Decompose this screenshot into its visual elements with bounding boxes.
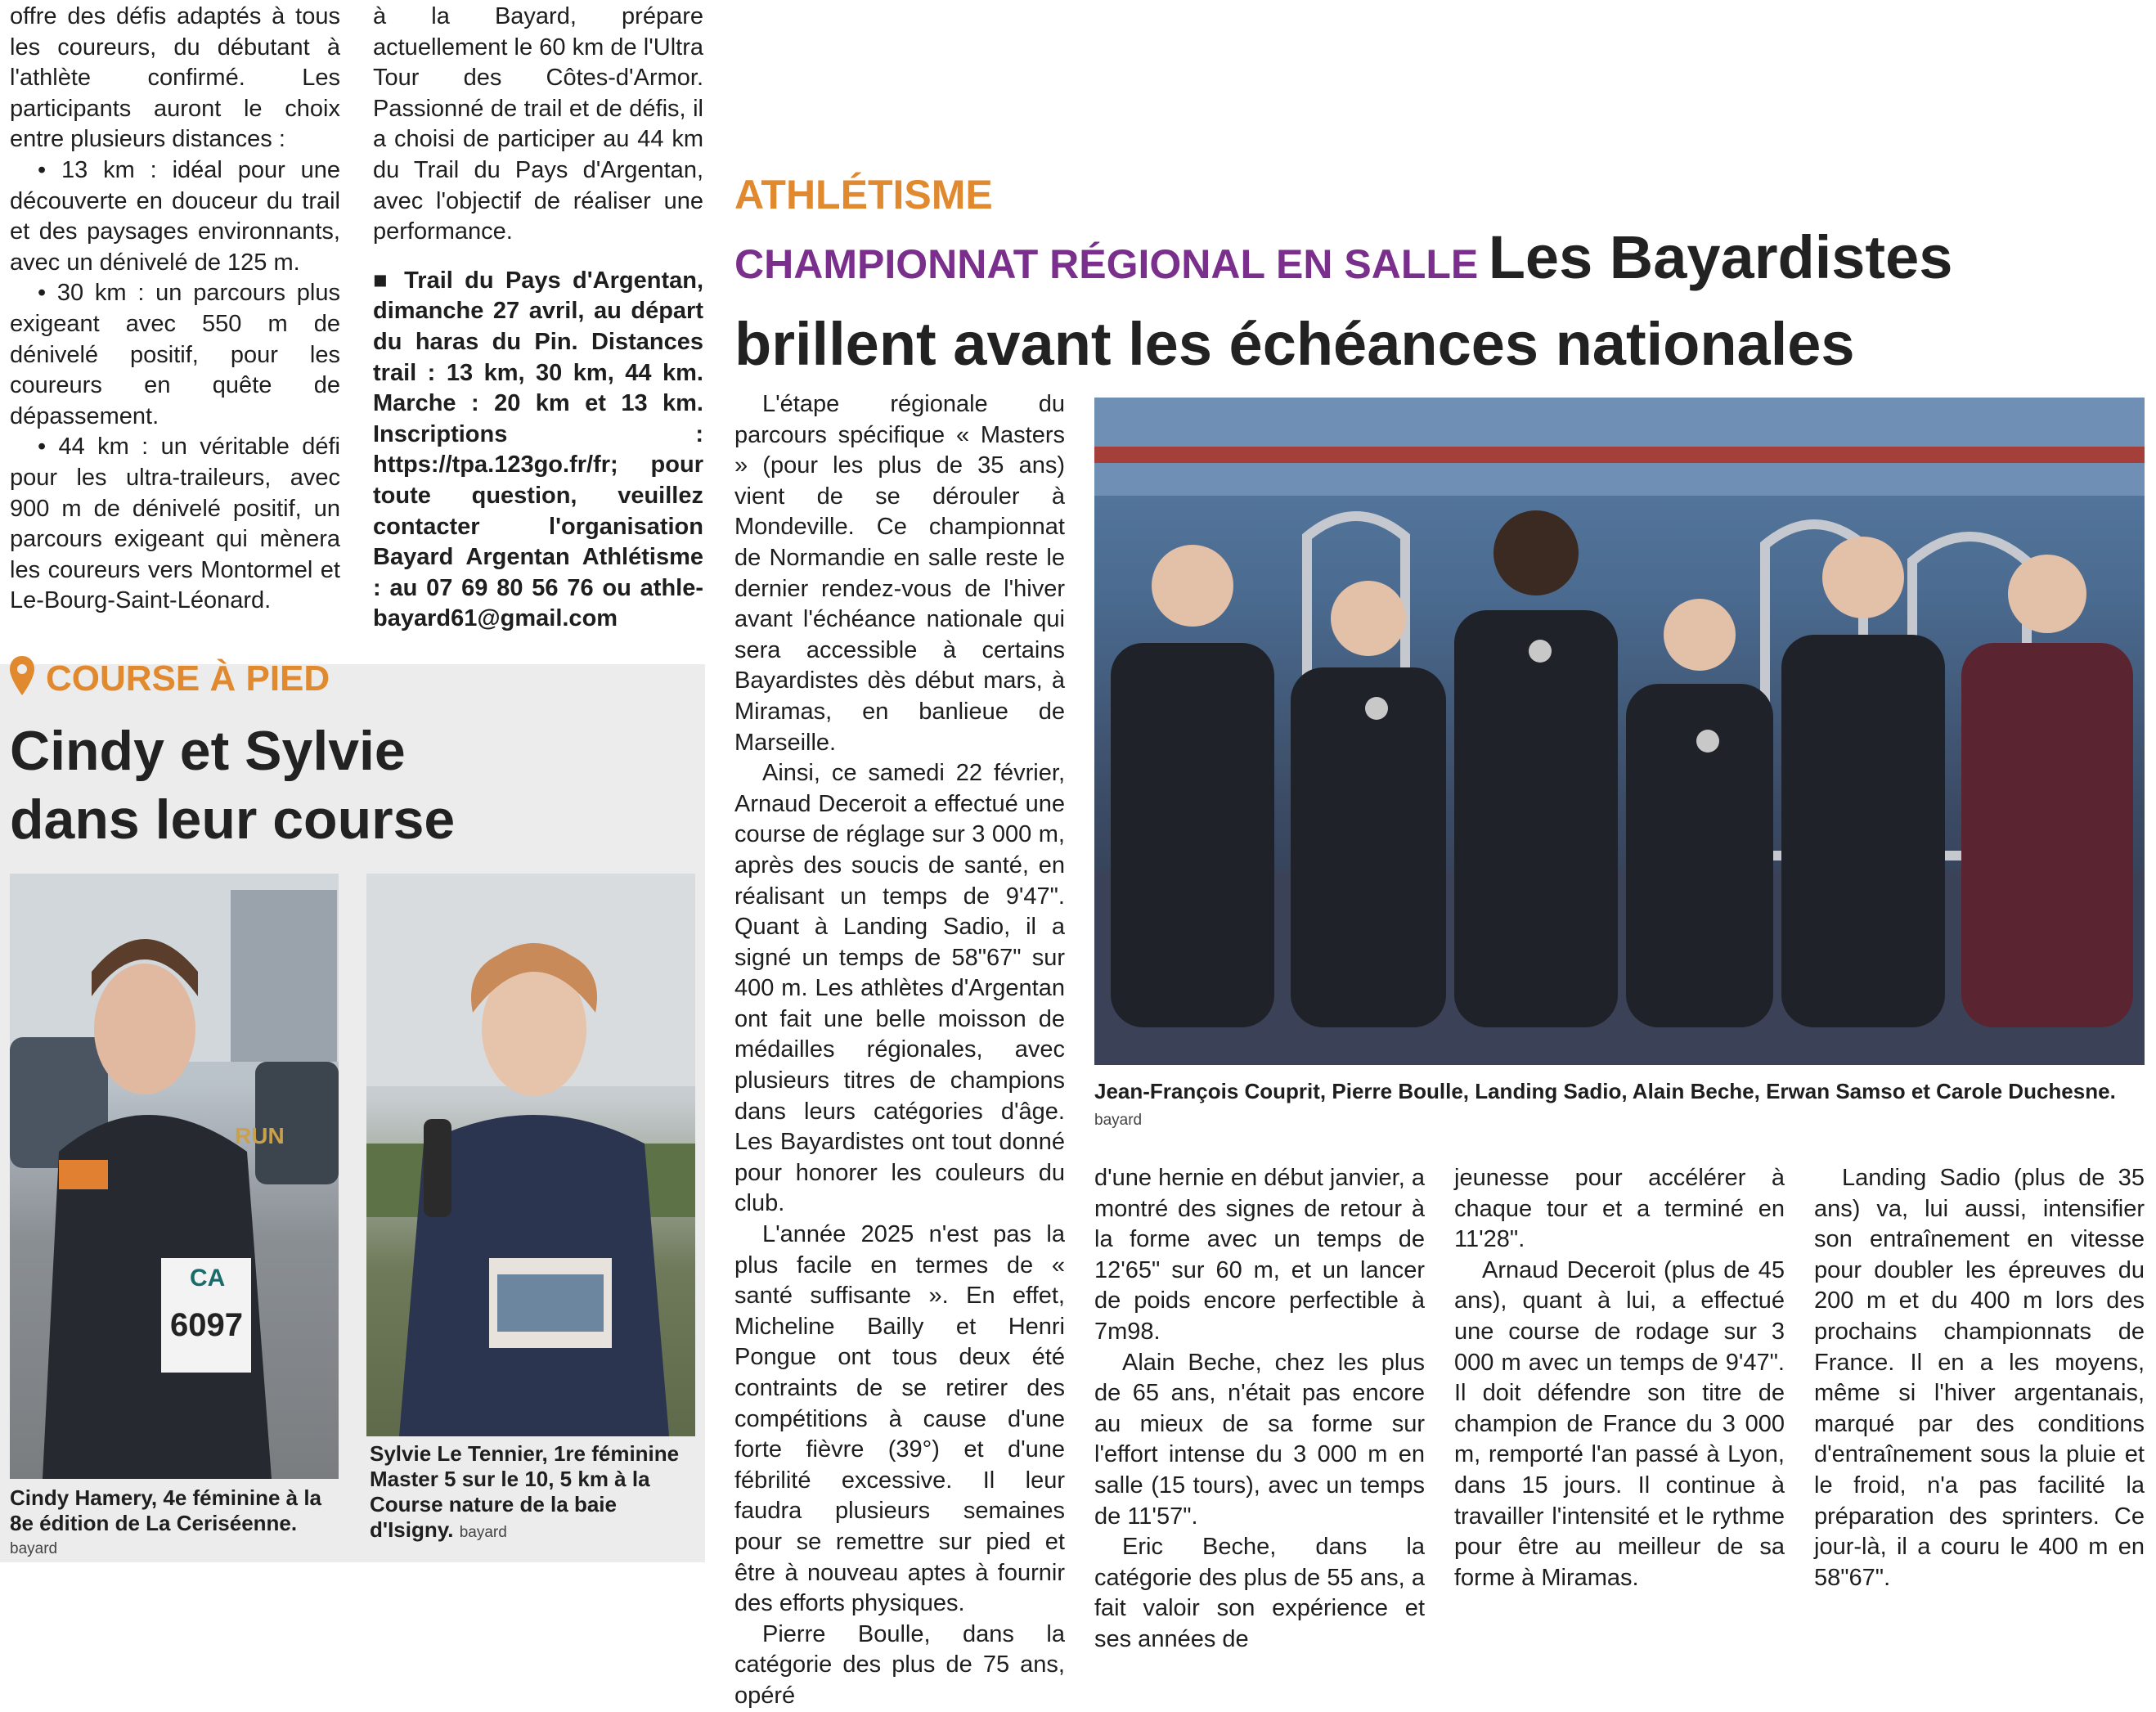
article-col4-p1: Landing Sadio (plus de 35 ans) va, lui aussi, intensifier son entraînement en vitesse pour doubler les épreuves du 200 m et du 400 m lors des prochains championnats de France. Il en a les moyens, même si l'hiver argentanais, marqué par des conditions d'entraînement sous la pluie et le froid, n'a pas facilité la préparation des sprinters. Ce jour-là, il a couru le 400 m en 58"67".: [1814, 1165, 2145, 1591]
article-column-3: [1454, 1163, 1785, 1593]
left-bullet-13km: • 13 km : idéal pour une découverte en douceur du trail et des paysages environnants, avec un dénivelé de 125 m.: [10, 156, 340, 276]
bib-sponsor: CA: [190, 1265, 226, 1292]
cindy-photo: [10, 874, 339, 1479]
article-col3-p1: jeunesse pour accélérer à chaque tour et a terminé en 11'28".: [1454, 1165, 1785, 1253]
left-bullet-44km: • 44 km : un véritable défi pour les ultra-traileurs, avec 900 m de dénivelé positif, un parcours exigeant qui mènera les coureurs vers Montormel et Le-Bourg-Saint-Léonard.: [10, 434, 340, 614]
sylvie-photo-scene: [366, 874, 695, 1436]
article-col3-p2: Arnaud Deceroit (plus de 45 ans), quant à lui, a effectué une course de rodage sur 3 000 m avec un temps de 9'47". Il doit défendre son titre de champion de France du 3 000 m, remporté l'an passé à Lyon, dans 15 jours. Il continue à travailler l'intensité et le rythme pour être au meilleur de sa forme à Miramas.: [1454, 1256, 1785, 1591]
article-column-2: [1094, 1163, 1425, 1656]
headline-line2: brillent avant les échéances nationales: [734, 310, 1855, 378]
section-athletisme: ATHLÉTISME: [734, 172, 993, 218]
headline-line1: Les Bayardistes: [1488, 223, 1953, 291]
course-title-line1: Cindy et Sylvie: [10, 720, 406, 782]
course-kicker: COURSE À PIED: [46, 658, 330, 699]
article-col2-p1: d'une hernie en début janvier, a montré des signes de retour à la forme avec un temps de 12'65" sur 60 m, et un lancer de poids encore perfectible à 7m98.: [1094, 1165, 1425, 1345]
article-col1-p3: L'année 2025 n'est pas la plus facile en termes de « santé suffisante ». En effet, Micheline Bailly et Henri Pongue ont tous deux été contraints de se retirer des compétitions à cause d'une forte fièvre (39°) et d'une fébrilité excessive. Il leur faudra plusieurs semaines pour se remettre sur pied et être à nouveau aptes à fournir des efforts physiques.: [734, 1221, 1065, 1617]
course-title-line2: dans leur course: [10, 789, 456, 851]
team-photo-credit: bayard: [1094, 1112, 1143, 1129]
cindy-photo-credit: bayard: [10, 1540, 58, 1557]
cindy-caption: [10, 1485, 345, 1561]
sylvie-photo-credit: bayard: [459, 1524, 507, 1541]
team-photo-caption: [1094, 1078, 2145, 1134]
left-paragraph-1: offre des défis adaptés à tous les coureurs, du débutant à l'athlète confirmé. Les participants auront le choix entre plusieurs distances :: [10, 3, 340, 153]
team-photo-scene: [1094, 398, 2145, 1065]
article-col1-p4: Pierre Boulle, dans la catégorie des plus de 75 ans, opéré: [734, 1620, 1065, 1709]
article-column-4: [1814, 1163, 2145, 1593]
sylvie-caption: [370, 1441, 700, 1545]
sylvie-photo: [366, 874, 695, 1436]
course-title: [10, 717, 455, 854]
article-col2-p3: Eric Beche, dans la catégorie des plus de 55 ans, a fait valoir son expérience et ses années de: [1094, 1534, 1425, 1652]
team-photo: [1094, 398, 2145, 1065]
shirt-logo-text: RUN: [235, 1123, 285, 1148]
sylvie-caption-text: Sylvie Le Tennier, 1re féminine Master 5 sur le 10, 5 km à la Course nature de la baie d'Isigny.: [370, 1441, 680, 1542]
trail-info-box: ■ Trail du Pays d'Argentan, dimanche 27 avril, au départ du haras du Pin. Distances trail : 13 km, 30 km, 44 km. Marche : 20 km et 13 km. Inscriptions : https://tpa.123go.fr/fr; pour toute question, veuillez contacter l'organisation Bayard Argentan Athlétisme : au 07 69 80 56 76 ou athle-bayard61@gmail.com: [373, 267, 703, 632]
cindy-photo-scene: [10, 874, 339, 1479]
article-headline: [734, 222, 2141, 379]
article-kicker: CHAMPIONNAT RÉGIONAL EN SALLE: [734, 241, 1479, 287]
left-column-text: [10, 2, 340, 617]
bib-number: 6097: [170, 1307, 243, 1343]
article-col1-p1: L'étape régionale du parcours spécifique « Masters » (pour les plus de 35 ans) vient de se dérouler à Mondeville. Ce championnat de Normandie en salle reste le dernier rendez-vous de l'hiver avant l'échéance nationale qui sera accessible à certains Bayardistes dès début mars, à Miramas, en banlieue de Marseille.: [734, 391, 1065, 756]
article-col2-p2: Alain Beche, chez les plus de 65 ans, n'était pas encore au mieux de sa forme sur l'effort intense du 3 000 m en salle (15 tours), avec un temps de 11'57".: [1094, 1349, 1425, 1530]
left-bullet-30km: • 30 km : un parcours plus exigeant avec 550 m de dénivelé positif, pour les coureurs en quête de dépassement.: [10, 280, 340, 429]
middle-column-text: [373, 2, 703, 635]
cindy-caption-text: Cindy Hamery, 4e féminine à la 8e édition de La Ceriséenne.: [10, 1485, 321, 1535]
article-column-1: [734, 389, 1065, 1712]
middle-intro: à la Bayard, prépare actuellement le 60 km de l'Ultra Tour des Côtes-d'Armor. Passionné de trail et de défis, il a choisi de participer au 44 km du Trail du Pays d'Argentan, avec l'objectif de réaliser une performance.: [373, 3, 703, 245]
team-caption-text: Jean-François Couprit, Pierre Boulle, Landing Sadio, Alain Beche, Erwan Samso et Carole Duchesne.: [1094, 1079, 2116, 1103]
course-a-pied-box: [0, 658, 705, 1562]
location-pin-icon: [8, 654, 36, 697]
article-col1-p2: Ainsi, ce samedi 22 février, Arnaud Deceroit a effectué une course de réglage sur 3 000 m, après des soucis de santé, en réalisant un temps de 9'47". Quant à Landing Sadio, il a signé un temps de 58"67" sur 400 m. Les athlètes d'Argentan ont fait une belle moisson de médailles régionales, avec plusieurs titres de champions dans leurs catégories d'âge. Les Bayardistes ont tout donné pour honorer les couleurs du club.: [734, 760, 1065, 1217]
